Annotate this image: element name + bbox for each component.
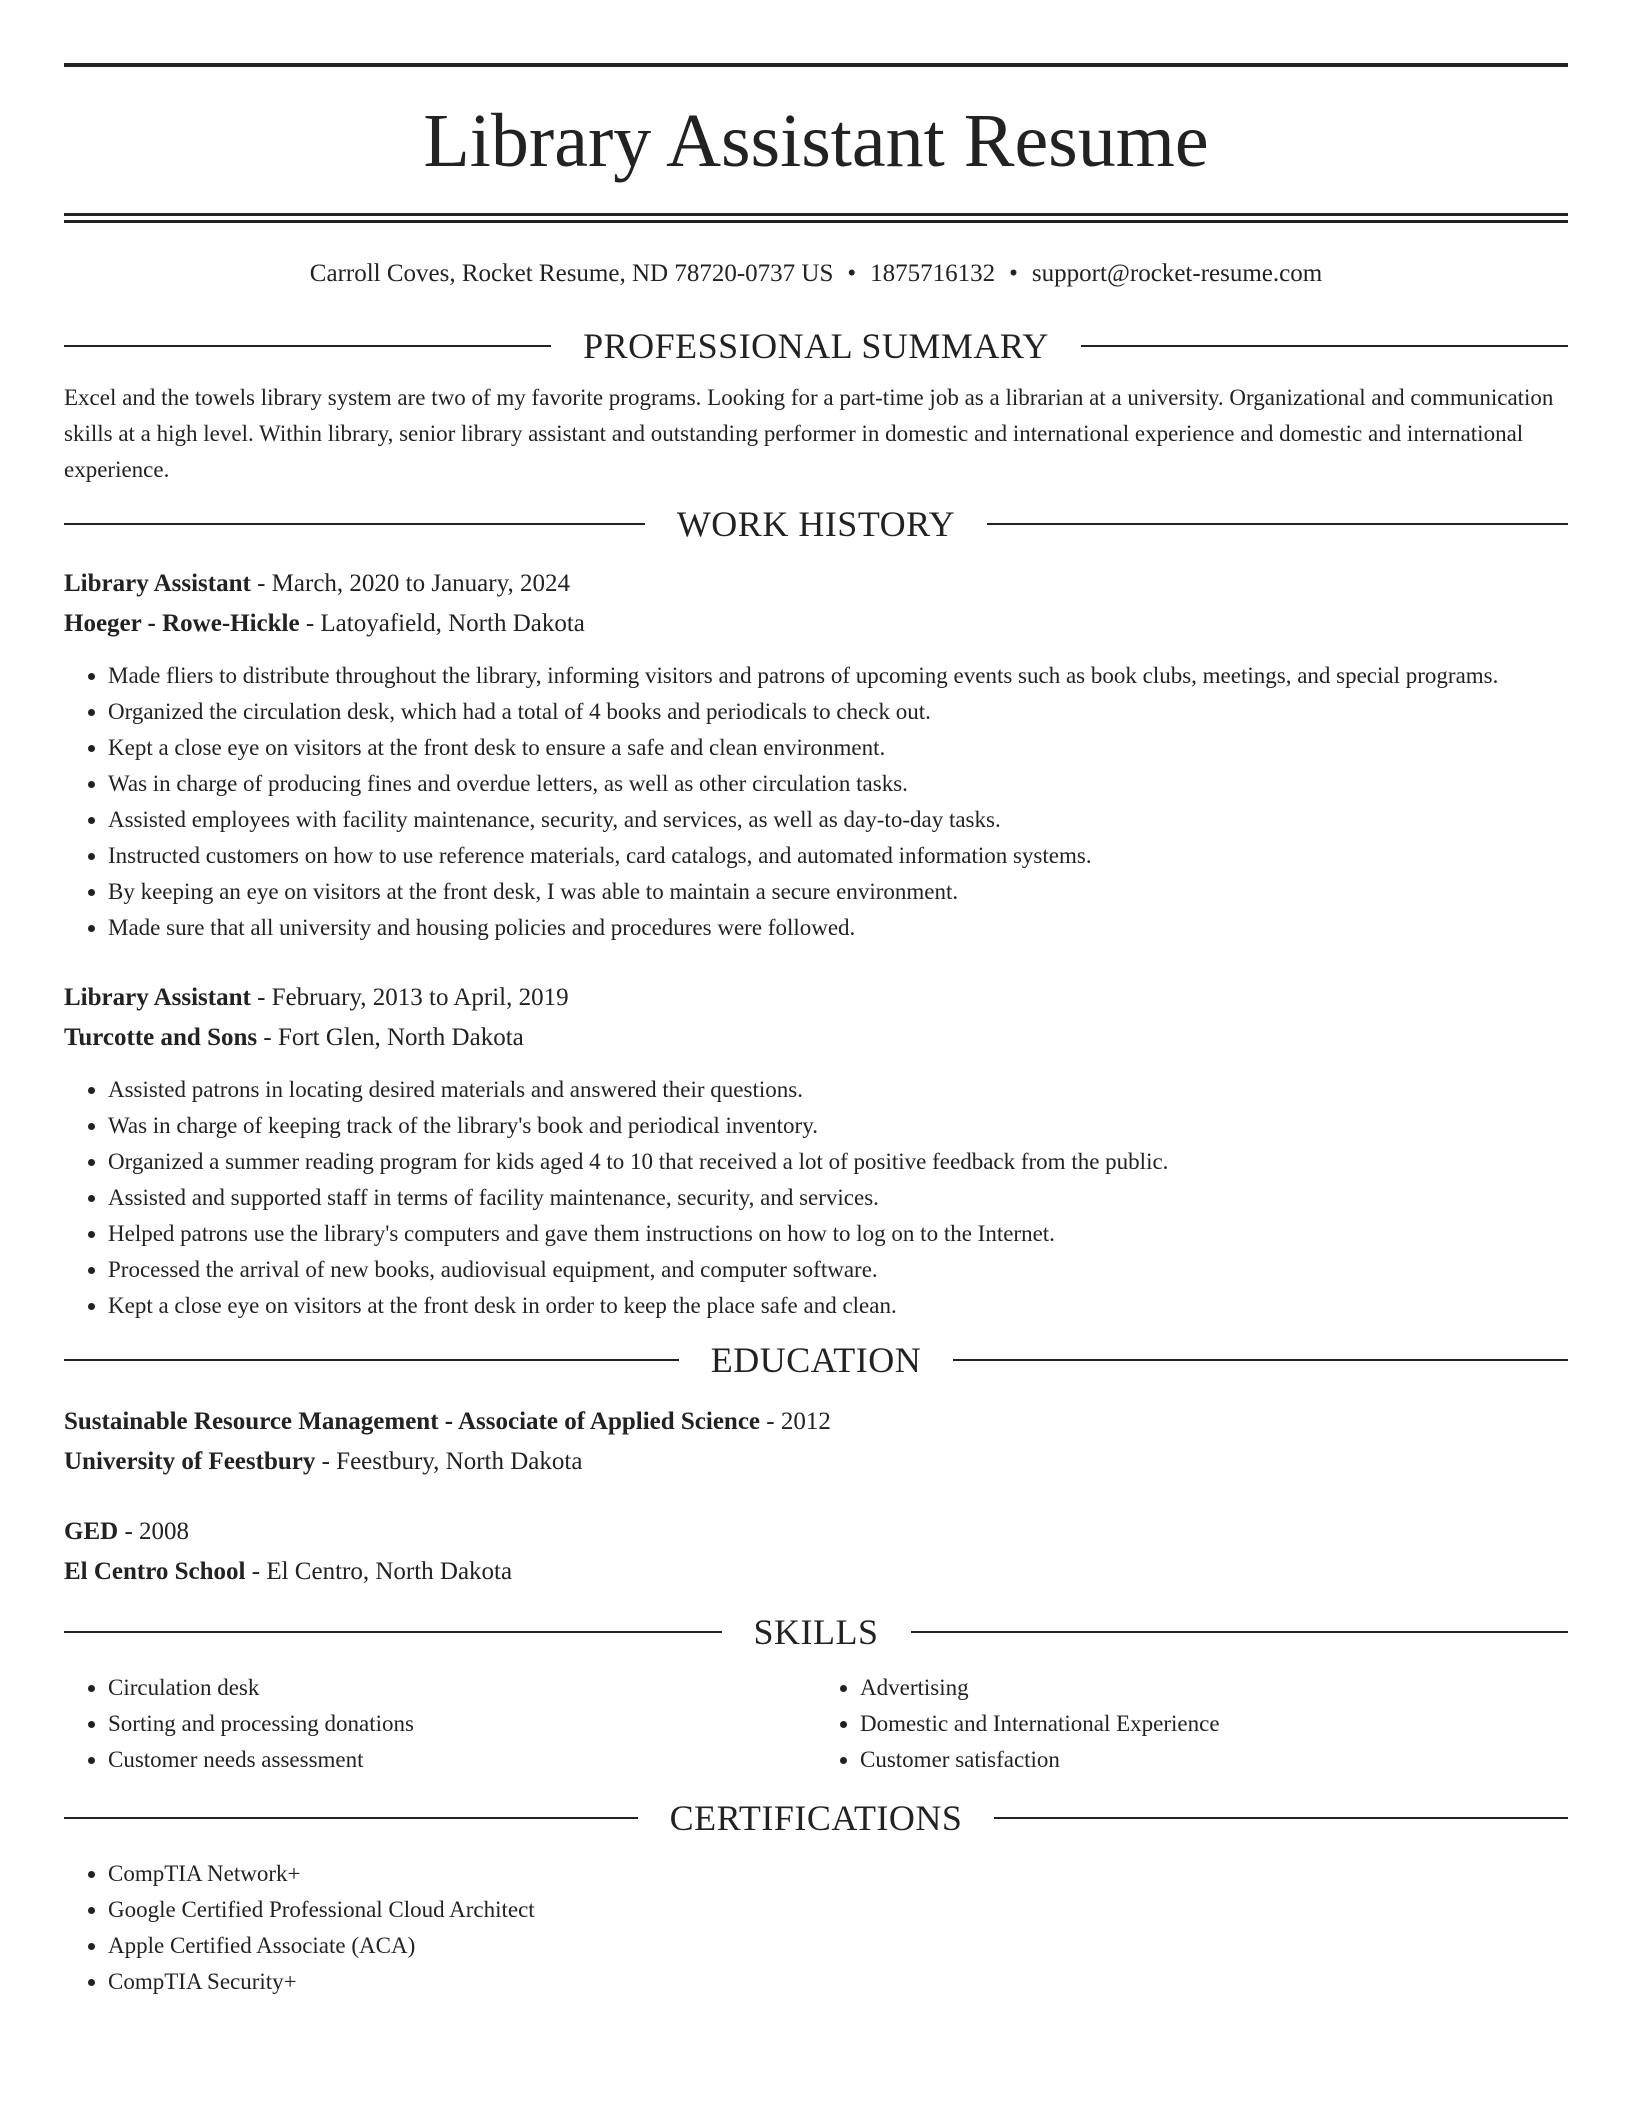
section-heading-summary — [64, 326, 1568, 366]
certifications-list — [64, 1856, 1568, 2000]
heading-rule — [953, 1359, 1568, 1361]
section-heading-certifications — [64, 1798, 1568, 1838]
list-item: • Kept a close eye on visitors at the front desk in order to keep the place safe and clean. — [108, 1288, 1568, 1324]
section-heading-education — [64, 1340, 1568, 1380]
list-item: • Assisted patrons in locating desired materials and answered their questions. — [108, 1072, 1568, 1108]
list-item: • Customer needs assessment — [108, 1742, 816, 1778]
skills-list-right — [816, 1670, 1568, 1778]
list-item: • Domestic and International Experience — [860, 1706, 1568, 1742]
job-dates: - February, 2013 to April, 2019 — [250, 984, 569, 1011]
contact-line — [64, 258, 1568, 290]
list-item: • Organized the circulation desk, which had a total of 4 books and periodicals to check out. — [108, 694, 1568, 730]
employer-location: - Fort Glen, North Dakota — [257, 1024, 524, 1051]
contact-separator: • — [1009, 260, 1018, 287]
education-entry — [64, 1512, 1568, 1592]
job-duties-list — [64, 658, 1568, 946]
skills-grid — [64, 1670, 1568, 1778]
degree-year: - 2008 — [118, 1518, 190, 1545]
degree-name: GED — [64, 1518, 119, 1545]
job-title-line — [64, 978, 1568, 1018]
list-item: • Instructed customers on how to use reference materials, card catalogs, and automated information systems. — [108, 838, 1568, 874]
section-title: EDUCATION — [710, 1340, 922, 1380]
list-item: • CompTIA Network+ — [108, 1856, 1568, 1892]
list-item: • Customer satisfaction — [860, 1742, 1568, 1778]
school-name: El Centro School — [64, 1558, 246, 1585]
heading-rule — [911, 1631, 1569, 1633]
contact-separator: • — [847, 260, 857, 287]
list-item: • Google Certified Professional Cloud Architect — [108, 1892, 1568, 1928]
list-item: • Made fliers to distribute throughout the library, informing visitors and patrons of upcoming events such as book clubs, meetings, and special programs. — [108, 658, 1568, 694]
school-line — [64, 1442, 1568, 1482]
list-item: • Sorting and processing donations — [108, 1706, 816, 1742]
list-item: • By keeping an eye on visitors at the front desk, I was able to maintain a secure environment. — [108, 874, 1568, 910]
section-title: SKILLS — [753, 1612, 879, 1652]
list-item: • Organized a summer reading program for kids aged 4 to 10 that received a lot of positive feedback from the public. — [108, 1144, 1568, 1180]
contact-email: support@rocket-resume.com — [1031, 260, 1323, 287]
list-item: • Was in charge of producing fines and overdue letters, as well as other circulation tasks. — [108, 766, 1568, 802]
section-title: WORK HISTORY — [676, 504, 956, 544]
skills-list-left — [64, 1670, 816, 1778]
employer-line — [64, 1018, 1568, 1058]
section-title: PROFESSIONAL SUMMARY — [583, 326, 1049, 366]
resume-title: Library Assistant Resume — [423, 99, 1209, 183]
education-entry — [64, 1402, 1568, 1482]
list-item: • Kept a close eye on visitors at the front desk to ensure a safe and clean environment. — [108, 730, 1568, 766]
list-item: • Made sure that all university and housing policies and procedures were followed. — [108, 910, 1568, 946]
list-item: • Advertising — [860, 1670, 1568, 1706]
degree-line — [64, 1402, 1568, 1442]
job-dates: - March, 2020 to January, 2024 — [250, 570, 570, 597]
list-item: • Apple Certified Associate (ACA) — [108, 1928, 1568, 1964]
contact-phone: 1875716132 — [870, 260, 996, 287]
employer-location: - Latoyafield, North Dakota — [299, 610, 585, 637]
heading-rule — [64, 345, 551, 347]
degree-line — [64, 1512, 1568, 1552]
job-duties-list — [64, 1072, 1568, 1324]
section-title: CERTIFICATIONS — [669, 1798, 963, 1838]
heading-rule — [64, 523, 645, 525]
heading-rule — [1081, 345, 1568, 347]
list-item: • Helped patrons use the library's computers and gave them instructions on how to log on to the Internet. — [108, 1216, 1568, 1252]
job-entry — [64, 564, 1568, 946]
title-double-rule — [64, 213, 1568, 223]
heading-rule — [987, 523, 1568, 525]
employer-line — [64, 604, 1568, 644]
degree-year: - 2012 — [760, 1408, 831, 1435]
section-heading-skills — [64, 1612, 1568, 1652]
employer-name: Hoeger - Rowe-Hickle — [64, 610, 300, 637]
job-entry — [64, 978, 1568, 1324]
job-title: Library Assistant — [64, 984, 251, 1011]
job-title-line — [64, 564, 1568, 604]
school-line — [64, 1552, 1568, 1592]
list-item: • Assisted and supported staff in terms of facility maintenance, security, and services. — [108, 1180, 1568, 1216]
list-item: • Processed the arrival of new books, audiovisual equipment, and computer software. — [108, 1252, 1568, 1288]
list-item: • Circulation desk — [108, 1670, 816, 1706]
summary-text: Excel and the towels library system are two of my favorite programs. Looking for a part-time job as a librarian at a university. Organizational and communication skills at a high level. Within library, senior library assistant and outstanding performer in domestic and international experience and domestic and international experience. — [64, 385, 1554, 482]
section-heading-work-history — [64, 504, 1568, 544]
heading-rule — [64, 1359, 679, 1361]
school-location: - Feestbury, North Dakota — [315, 1448, 583, 1475]
heading-rule — [64, 1631, 722, 1633]
heading-rule — [994, 1817, 1568, 1819]
list-item: • Was in charge of keeping track of the library's book and periodical inventory. — [108, 1108, 1568, 1144]
job-title: Library Assistant — [64, 570, 251, 597]
heading-rule — [64, 1817, 638, 1819]
list-item: • Assisted employees with facility maintenance, security, and services, as well as day-to-day tasks. — [108, 802, 1568, 838]
employer-name: Turcotte and Sons — [64, 1024, 258, 1051]
school-name: University of Feestbury — [64, 1448, 316, 1475]
contact-address: Carroll Coves, Rocket Resume, ND 78720-0737 US — [309, 260, 834, 287]
list-item: • CompTIA Security+ — [108, 1964, 1568, 2000]
school-location: - El Centro, North Dakota — [245, 1558, 513, 1585]
degree-name: Sustainable Resource Management - Associate of Applied Science — [64, 1408, 761, 1435]
